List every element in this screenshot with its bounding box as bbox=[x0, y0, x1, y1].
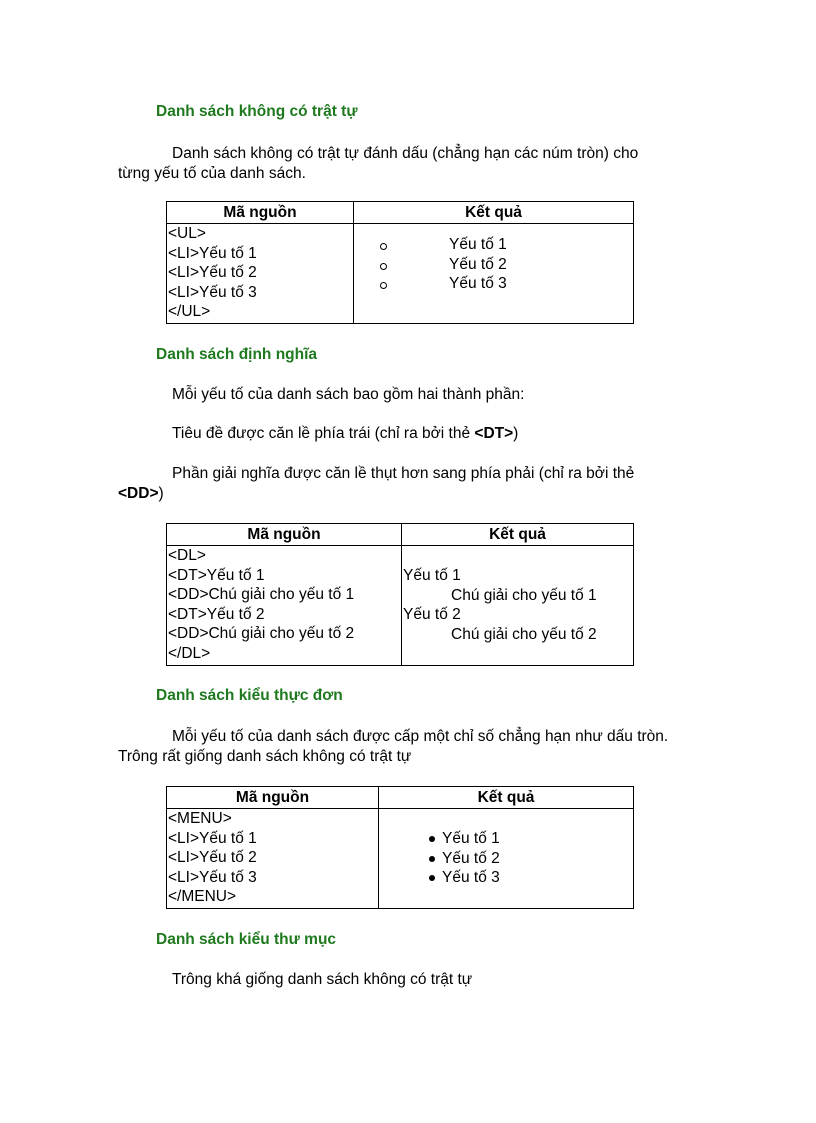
tag-dt: <DT> bbox=[474, 425, 514, 442]
code-line: <LI>Yếu tố 1 bbox=[168, 829, 257, 847]
tag-dd: <DD> bbox=[118, 485, 159, 502]
code-line: <DT>Yếu tố 1 bbox=[168, 566, 265, 584]
paragraph-dt: Tiêu đề được căn lề phía trái (chỉ ra bởi thẻ <DT>) bbox=[172, 425, 519, 442]
circle-bullet-icon bbox=[380, 263, 387, 270]
paragraph-definition-intro: Mỗi yếu tố của danh sách bao gồm hai thành phần: bbox=[172, 386, 525, 403]
column-header-code: Mã nguồn bbox=[167, 202, 354, 224]
result-list-item: Yếu tố 1 bbox=[380, 829, 633, 849]
paragraph-dd: Phần giải nghĩa được căn lề thụt hơn sang phía phải (chỉ ra bởi thẻ <DD>) bbox=[118, 465, 635, 502]
definition-description: Chú giải cho yếu tố 1 bbox=[451, 586, 597, 604]
column-header-result: Kết quả bbox=[354, 202, 634, 224]
code-line: <LI>Yếu tố 3 bbox=[168, 868, 257, 886]
code-line: <LI>Yếu tố 1 bbox=[168, 244, 257, 262]
code-line: <DD>Chú giải cho yếu tố 1 bbox=[168, 586, 355, 603]
disc-bullet-icon bbox=[429, 856, 435, 862]
circle-bullet-icon bbox=[380, 243, 387, 250]
section-heading-unordered-list: Danh sách không có trật tự bbox=[156, 103, 358, 120]
code-line: <LI>Yếu tố 3 bbox=[168, 283, 257, 301]
code-line: <MENU> bbox=[168, 810, 232, 827]
code-line: </MENU> bbox=[168, 888, 237, 905]
code-cell bbox=[167, 224, 354, 324]
section-heading-directory-list: Danh sách kiểu thư mục bbox=[156, 931, 337, 948]
circle-bullet-icon bbox=[380, 282, 387, 289]
result-list-item: Yếu tố 2 bbox=[380, 849, 633, 869]
disc-bullet-icon bbox=[429, 836, 435, 842]
result-cell bbox=[354, 224, 634, 324]
section-heading-menu-list: Danh sách kiểu thực đơn bbox=[156, 687, 343, 704]
paragraph-line: từng yếu tố của danh sách. bbox=[118, 165, 306, 182]
result-list-item: Yếu tố 1 bbox=[355, 235, 633, 255]
code-line: <LI>Yếu tố 2 bbox=[168, 264, 257, 281]
column-header-result: Kết quả bbox=[402, 524, 634, 546]
code-line: <DL> bbox=[168, 547, 206, 564]
code-line: <LI>Yếu tố 2 bbox=[168, 849, 257, 866]
example-table-menu bbox=[166, 786, 634, 909]
disc-bullet-icon bbox=[429, 875, 435, 881]
result-list-item: Yếu tố 3 bbox=[355, 274, 633, 294]
column-header-result: Kết quả bbox=[379, 787, 634, 809]
definition-term: Yếu tố 1 bbox=[403, 567, 461, 584]
result-list-item: Yếu tố 2 bbox=[355, 255, 633, 275]
result-list-item: Yếu tố 3 bbox=[380, 868, 633, 888]
code-cell bbox=[167, 546, 402, 666]
column-header-code: Mã nguồn bbox=[167, 524, 402, 546]
code-cell bbox=[167, 809, 379, 909]
code-line: <UL> bbox=[168, 225, 206, 242]
code-line: </DL> bbox=[168, 644, 211, 662]
section-heading-definition-list: Danh sách định nghĩa bbox=[156, 346, 318, 363]
paragraph-menu-list: Mỗi yếu tố của danh sách được cấp một chỉ số chẳng hạn như dấu tròn. Trông rất giống danh sách không có trật tự bbox=[118, 728, 669, 765]
paragraph-directory-list: Trông khá giống danh sách không có trật tự bbox=[172, 971, 473, 988]
paragraph-unordered-list bbox=[118, 144, 698, 184]
paragraph-line: Danh sách không có trật tự đánh dấu (chẳng hạn các núm tròn) cho bbox=[172, 145, 639, 162]
example-table-unordered bbox=[166, 201, 634, 324]
result-cell bbox=[379, 809, 634, 909]
code-line: <DD>Chú giải cho yếu tố 2 bbox=[168, 625, 355, 642]
example-table-definition bbox=[166, 523, 634, 666]
code-line: </UL> bbox=[168, 303, 211, 320]
column-header-code: Mã nguồn bbox=[167, 787, 379, 809]
code-line: <DT>Yếu tố 2 bbox=[168, 605, 265, 623]
definition-description: Chú giải cho yếu tố 2 bbox=[451, 625, 597, 643]
result-cell bbox=[402, 546, 634, 666]
definition-term: Yếu tố 2 bbox=[403, 606, 461, 623]
